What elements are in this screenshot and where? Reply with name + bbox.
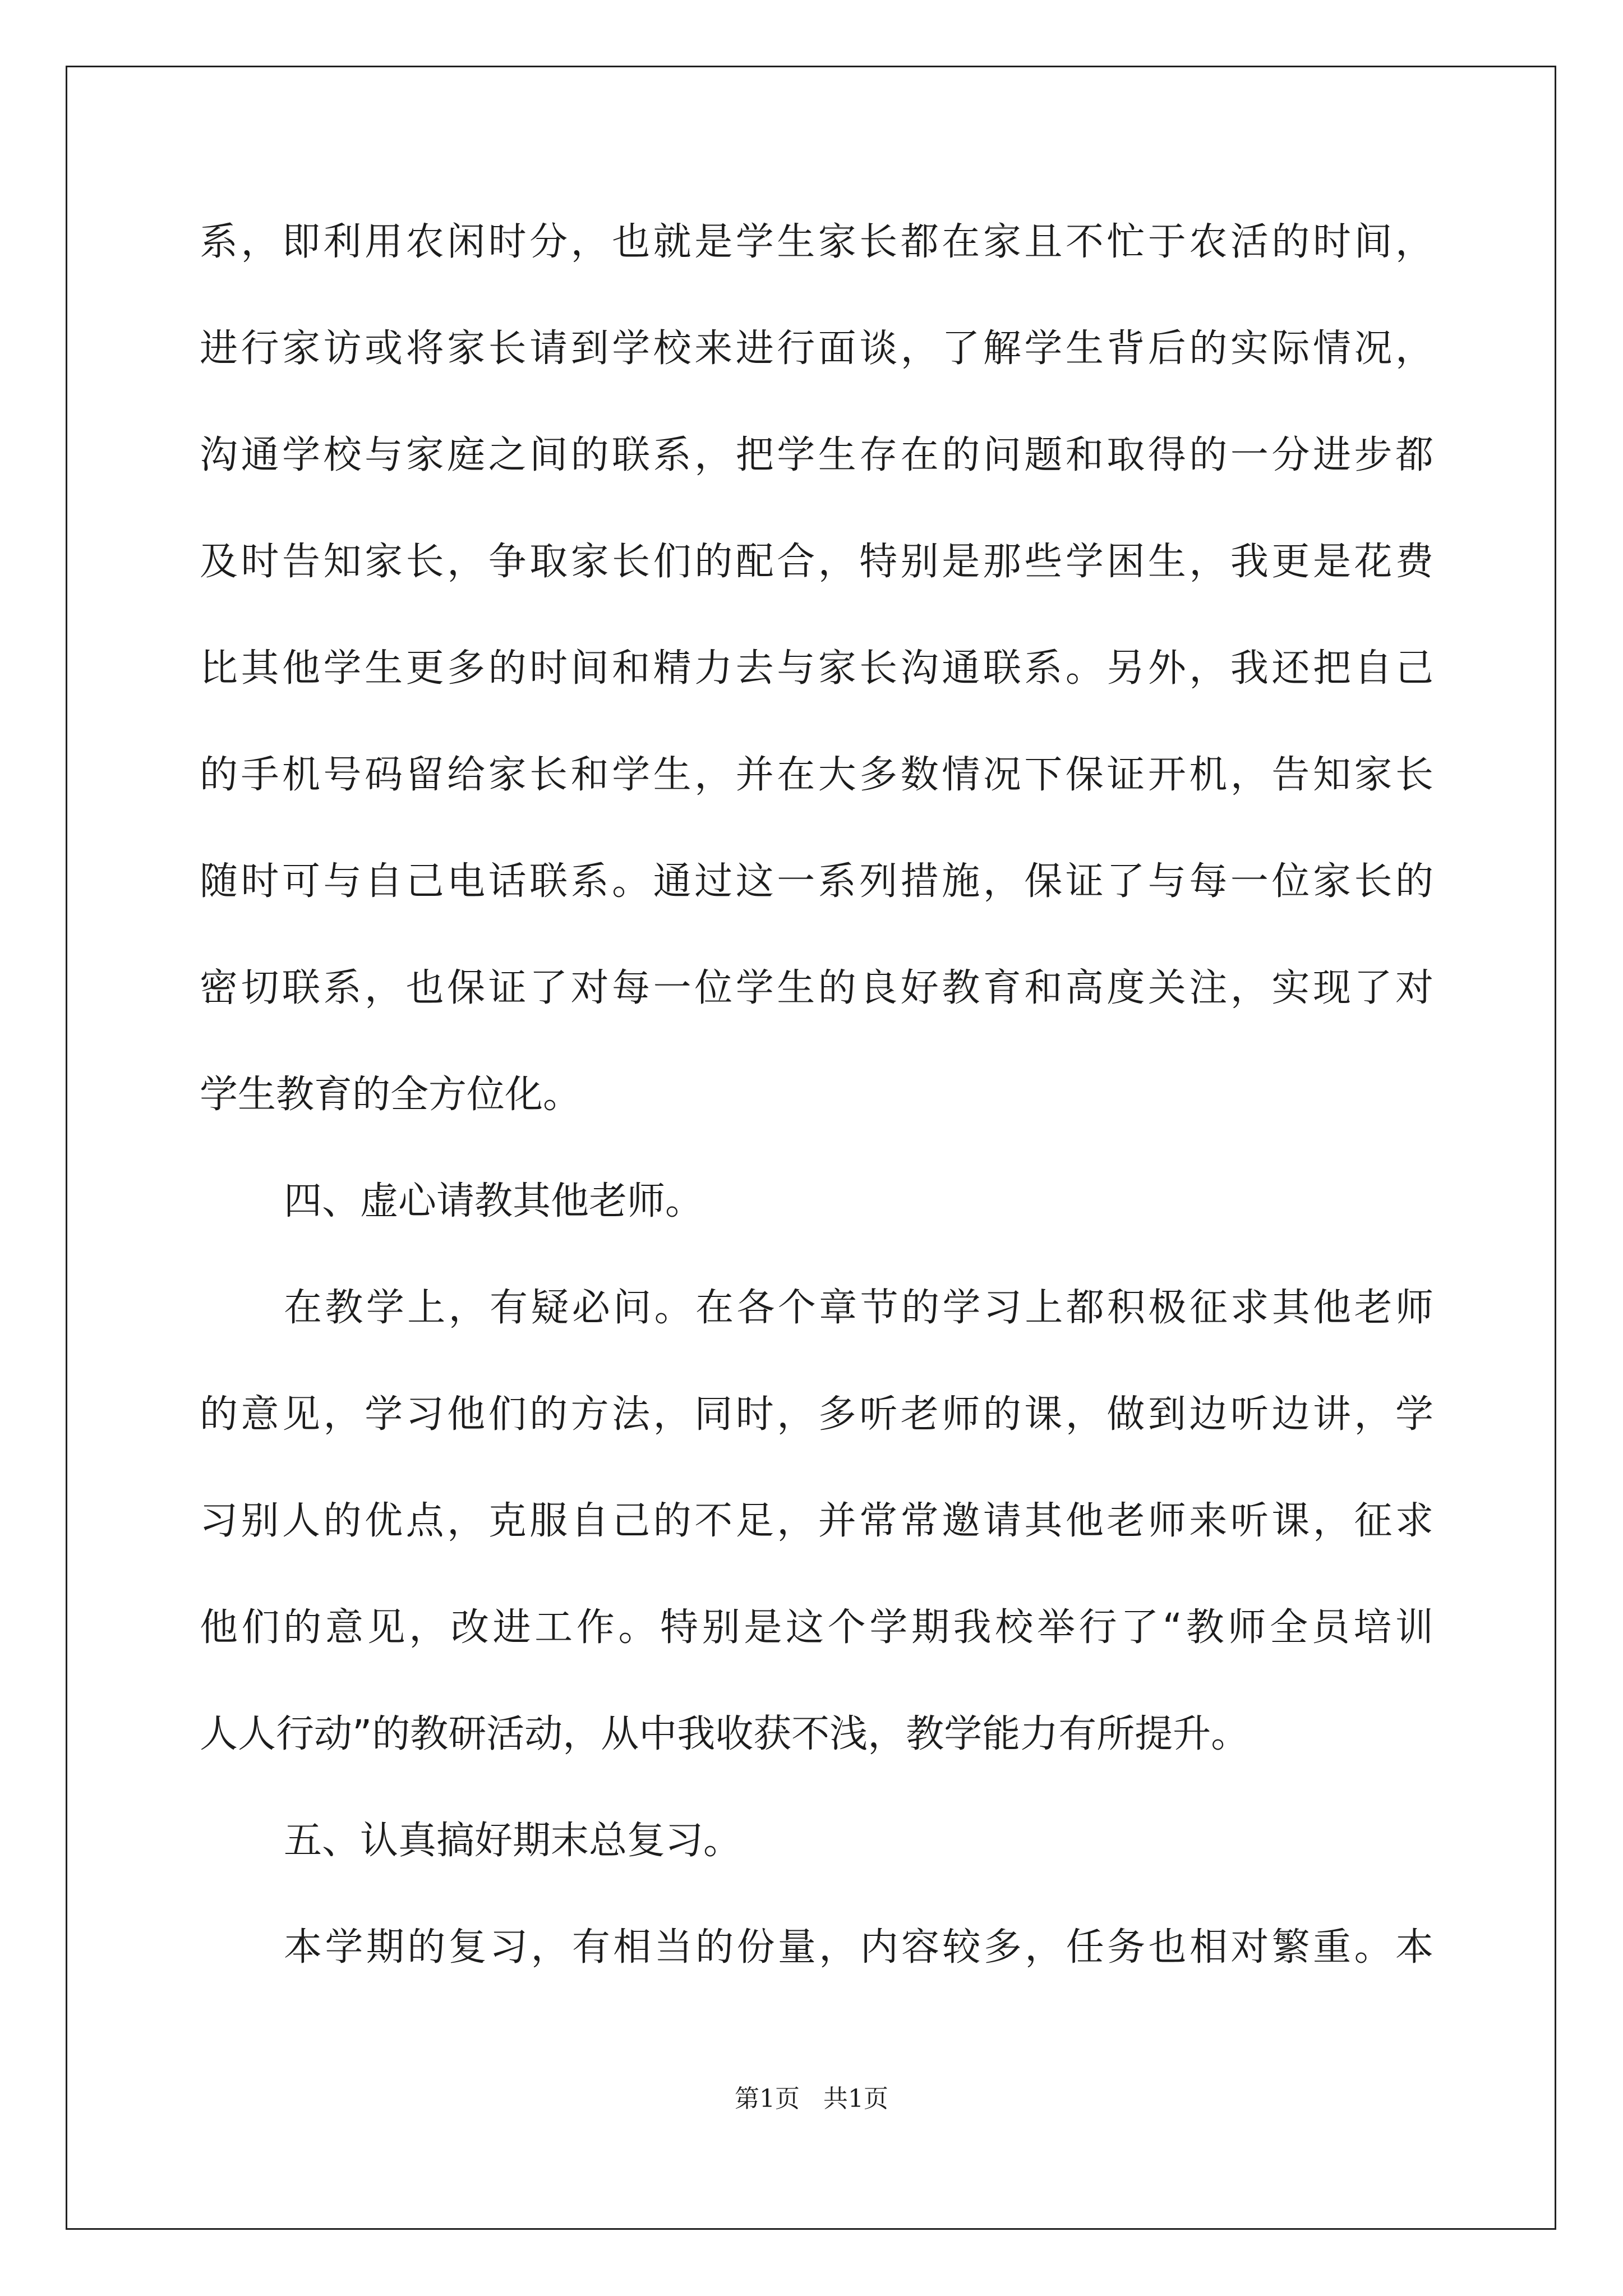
page-footer: 第1页 共1页: [735, 2085, 888, 2113]
text-line: 密切联系，也保证了对每一位学生的良好教育和高度关注，实现了对: [200, 966, 1433, 1010]
text-line: 进行家访或将家长请到学校来进行面谈，了解学生背后的实际情况，: [200, 326, 1433, 371]
text-line: 比其他学生更多的时间和精力去与家长沟通联系。另外，我还把自己: [200, 646, 1433, 691]
text-line: 学生教育的全方位化。: [200, 1073, 582, 1117]
document-body: [200, 209, 1433, 2021]
text-line: 随时可与自己电话联系。通过这一系列措施，保证了与每一位家长的: [200, 859, 1433, 904]
text-line: 人人行动”的教研活动，从中我收获不浅，教学能力有所提升。: [200, 1712, 1249, 1756]
text-line: 及时告知家长，争取家长们的配合，特别是那些学困生，我更是花费: [200, 540, 1433, 584]
text-line: 本学期的复习，有相当的份量，内容较多，任务也相对繁重。本: [284, 1925, 1433, 1970]
text-line: 的意见，学习他们的方法，同时，多听老师的课，做到边听边讲，学: [200, 1392, 1433, 1437]
text-line: 沟通学校与家庭之间的联系，把学生存在的问题和取得的一分进步都: [200, 433, 1433, 477]
text-line: 他们的意见，改进工作。特别是这个学期我校举行了“教师全员培训: [200, 1605, 1433, 1650]
text-line: 习别人的优点，克服自己的不足，并常常邀请其他老师来听课，征求: [200, 1499, 1433, 1543]
text-line: 在教学上，有疑必问。在各个章节的学习上都积极征求其他老师: [284, 1286, 1433, 1330]
section-heading: 四、虚心请教其他老师。: [284, 1179, 704, 1223]
text-line: 的手机号码留给家长和学生，并在大多数情况下保证开机，告知家长: [200, 753, 1433, 797]
text-line: 系，即利用农闲时分，也就是学生家长都在家且不忙于农活的时间，: [200, 220, 1433, 264]
section-heading: 五、认真搞好期末总复习。: [284, 1819, 742, 1863]
